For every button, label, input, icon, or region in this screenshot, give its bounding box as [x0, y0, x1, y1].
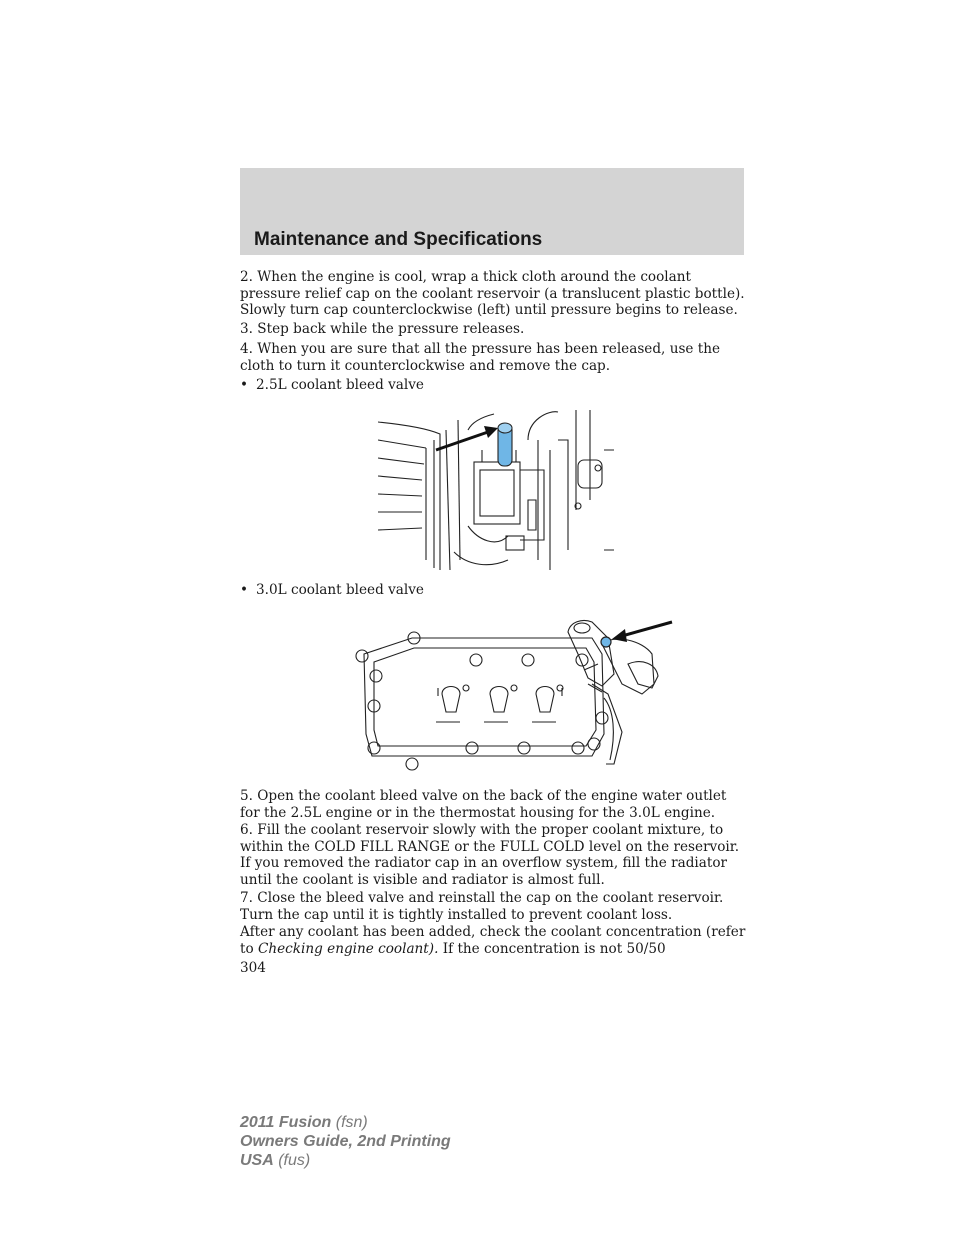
section-title: Maintenance and Specifications: [254, 229, 543, 250]
arrow-3-0l-icon: [612, 622, 672, 642]
figure-2-5l-bleed-valve: [378, 410, 614, 570]
figure-3-0l-bleed-valve: [352, 614, 678, 772]
concentration-paragraph: [240, 924, 750, 957]
step-5-paragraph: 5. Open the coolant bleed valve on the back of the engine water outlet for the 2.5L engine or in the thermostat housing for the 3.0L engine.: [240, 788, 727, 821]
bullet-3-0l: [240, 582, 424, 599]
step-4-paragraph: 4. When you are sure that all the pressure has been released, use the cloth to turn it counterclockwise and remove the cap.: [240, 341, 721, 374]
arrow-2-5l-icon: [436, 426, 498, 450]
step-3-paragraph: 3. Step back while the pressure releases.: [240, 321, 525, 337]
bullet-2-5l: [240, 377, 424, 394]
concentration-text-end: If the concentration is not 50/50: [438, 940, 666, 957]
concentration-text-start: After any coolant has been added, check the coolant concentration (refer to: [240, 924, 746, 957]
bullet-dot-icon: •: [240, 582, 249, 598]
bullet-3-0l-label: 3.0L coolant bleed valve: [256, 582, 424, 598]
page-number: 304: [240, 960, 266, 976]
checking-coolant-reference: Checking engine coolant).: [257, 940, 439, 957]
footer-line-region: USA (fus): [240, 1152, 311, 1169]
bullet-2-5l-label: 2.5L coolant bleed valve: [256, 377, 424, 393]
step-2-paragraph: 2. When the engine is cool, wrap a thick cloth around the coolant pressure relief cap on the coolant reservoir (a translucent plastic bottle). Slowly turn cap counterclockwise (left) until pressure begins to release.: [240, 269, 745, 318]
step-6-paragraph: 6. Fill the coolant reservoir slowly with the proper coolant mixture, to within the COLD FILL RANGE or the FULL COLD level on the reservoir. If you removed the radiator cap in an overflow system, fill the radiator until the coolant is visible and radiator is almost full.: [240, 822, 740, 888]
footer-line-model: 2011 Fusion (fsn): [240, 1114, 368, 1131]
bullet-dot-icon: •: [240, 377, 249, 393]
step-7-paragraph: 7. Close the bleed valve and reinstall the cap on the coolant reservoir. Turn the cap until it is tightly installed to prevent coolant loss.: [240, 890, 724, 923]
bleed-valve-highlight-3-0l: [601, 637, 611, 647]
footer: [240, 1113, 451, 1170]
footer-line-guide: Owners Guide, 2nd Printing: [240, 1133, 451, 1150]
